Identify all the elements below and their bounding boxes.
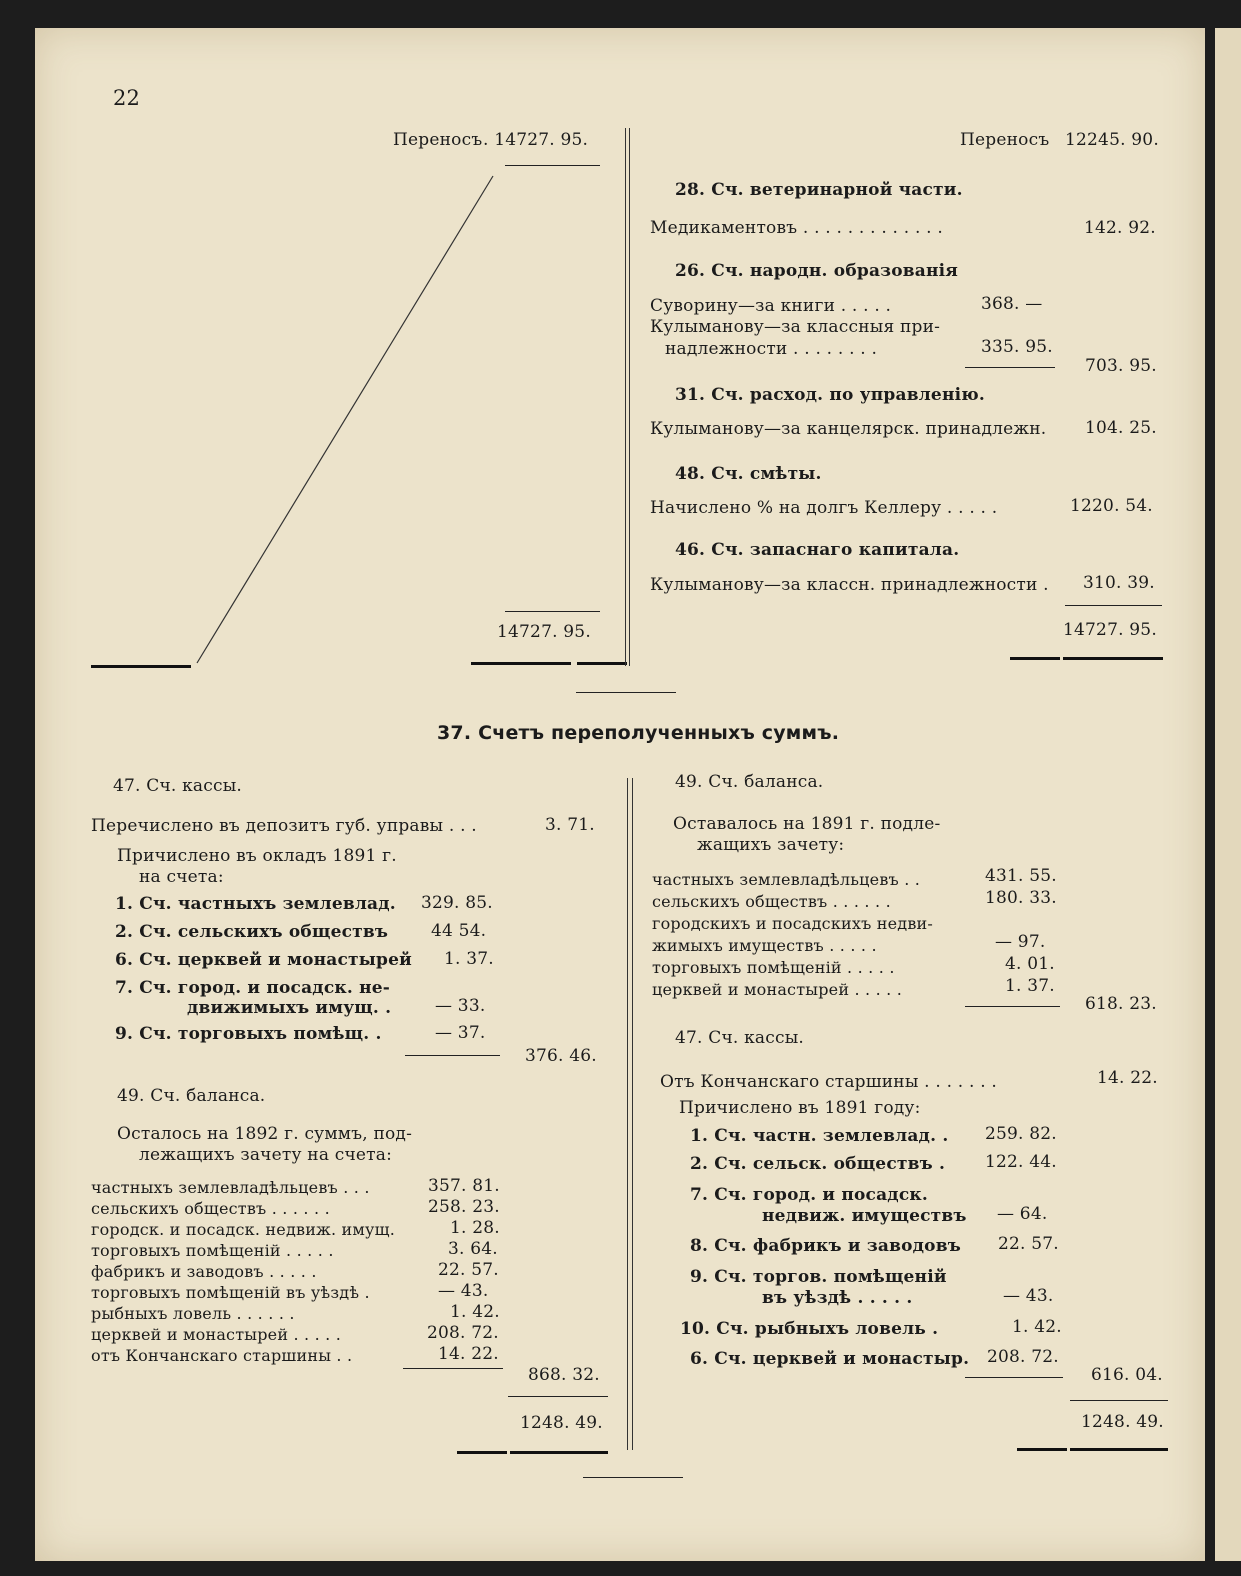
left-kassa-item-6: 9. Сч. торговыхъ помѣщ. .	[115, 1024, 382, 1044]
right-kassa-line1-amount: 14. 22.	[1097, 1068, 1158, 1088]
right-balans-item-5-sub: 4. 01.	[1005, 954, 1055, 974]
left-kassa-item-1-sub: 329. 85.	[421, 893, 493, 913]
right-kassa-total: 616. 04.	[1091, 1365, 1163, 1385]
left-balans-item-6: торговыхъ помѣщеній въ уѣздѣ .	[91, 1283, 370, 1302]
left-balans-item-3-sub: 1. 28.	[450, 1218, 500, 1238]
right-kassa-item-9-sub: 208. 72.	[987, 1347, 1059, 1367]
left-grand-total: 1248. 49.	[520, 1413, 603, 1433]
right-balans-head: 49. Сч. баланса.	[675, 772, 824, 792]
left-balans-item-4: торговыхъ помѣщеній . . . . .	[91, 1241, 334, 1260]
left-kassa-line1: Перечислено въ депозитъ губ. управы . . .	[91, 816, 477, 836]
right-balans-item-6-sub: 1. 37.	[1005, 976, 1055, 996]
left-grand-rule	[508, 1396, 608, 1397]
right-grand-rule	[1070, 1400, 1168, 1401]
right-kassa-item-8-sub: 1. 42.	[1012, 1317, 1062, 1337]
left-balans-item-7-sub: 1. 42.	[450, 1302, 500, 1322]
left-balans-intro1: Осталось на 1892 г. суммъ, под-	[117, 1124, 413, 1144]
right-balans-intro2: жащихъ зачету:	[697, 835, 845, 855]
right-kassa-item-5-sub: 22. 57.	[998, 1234, 1059, 1254]
right-balans-item-4-sub: — 97.	[995, 932, 1046, 952]
right-balans-item-1: частныхъ землевладѣльцевъ . .	[652, 870, 921, 889]
account-title: 37. Счетъ переполученныхъ суммъ.	[437, 722, 840, 744]
left-balans-item-4-sub: 3. 64.	[448, 1239, 498, 1259]
section-edu-line-1: Суворину—за книги . . . . .	[650, 296, 892, 316]
right-kassa-item-2-sub: 122. 44.	[985, 1152, 1057, 1172]
left-balans-item-3: городск. и посадск. недвиж. имущ.	[91, 1220, 396, 1239]
right-balans-item-4: жимыхъ имуществъ . . . . .	[652, 936, 877, 955]
right-balans-total: 618. 23.	[1085, 994, 1157, 1014]
bottom-divider-2	[632, 778, 633, 1450]
left-kassa-item-3: 6. Сч. церквей и монастырей	[115, 950, 412, 970]
left-balans-item-1-sub: 357. 81.	[428, 1176, 500, 1196]
right-kassa-item-9: 6. Сч. церквей и монастыр.	[690, 1349, 970, 1369]
left-balans-item-8-sub: 208. 72.	[427, 1323, 499, 1343]
section-vet-line: Медикаментовъ . . . . . . . . . . . . .	[650, 218, 943, 238]
left-kassa-rule	[405, 1055, 500, 1056]
right-balans-item-5: торговыхъ помѣщеній . . . . .	[652, 958, 895, 977]
right-double-rule-2	[1063, 657, 1163, 660]
right-balans-item-2: сельскихъ обществъ . . . . . .	[652, 892, 891, 911]
left-balans-item-9: отъ Кончанскаго старшины . .	[91, 1346, 353, 1365]
left-balans-item-2: сельскихъ обществъ . . . . . .	[91, 1199, 330, 1218]
left-kassa-line1-amount: 3. 71.	[545, 815, 595, 835]
right-kassa-line1: Отъ Кончанскаго старшины . . . . . . .	[660, 1072, 998, 1092]
right-kassa-item-7-sub: — 43.	[1003, 1286, 1054, 1306]
section-reserve-head: 46. Сч. запаснаго капитала.	[675, 540, 960, 560]
left-double-rule-3	[577, 662, 627, 665]
left-balans-total: 868. 32.	[528, 1365, 600, 1385]
right-kassa-item-3: 7. Сч. город. и посадск.	[690, 1185, 928, 1205]
left-balans-item-1: частныхъ землевладѣльцевъ . . .	[91, 1178, 370, 1197]
ledger-page	[35, 28, 1205, 1561]
right-kassa-item-8: 10. Сч. рыбныхъ ловель .	[680, 1319, 939, 1339]
cancel-diagonal-line	[185, 168, 505, 668]
right-kassa-head: 47. Сч. кассы.	[675, 1028, 805, 1048]
left-kassa-item-1: 1. Сч. частныхъ землевлад.	[115, 894, 396, 914]
next-page-edge	[1215, 28, 1241, 1561]
left-kassa-intro1: Причислено въ окладъ 1891 г.	[117, 846, 397, 866]
page-number: 22	[113, 86, 141, 110]
top-divider	[625, 128, 626, 666]
section-estimate-line: Начислено % на долгъ Келлеру . . . . .	[650, 498, 998, 518]
left-final-rule-1	[457, 1451, 507, 1454]
top-divider-2	[629, 128, 630, 666]
left-carry-value: . 14727. 95.	[483, 130, 589, 150]
left-kassa-item-5: движимыхъ имущ. .	[187, 998, 392, 1018]
left-balans-item-9-sub: 14. 22.	[438, 1344, 499, 1364]
right-balans-item-1-sub: 431. 55.	[985, 866, 1057, 886]
right-kassa-item-4: недвиж. имуществъ	[762, 1206, 967, 1226]
section-edu-rule	[965, 367, 1055, 368]
right-balans-rule	[965, 1006, 1060, 1007]
section-edu-line-2: Кулыманову—за классныя при-	[650, 317, 941, 337]
right-kassa-item-4-sub: — 64.	[997, 1204, 1048, 1224]
left-kassa-item-2: 2. Сч. сельскихъ обществъ	[115, 922, 389, 942]
right-balans-item-6: церквей и монастырей . . . . .	[652, 980, 903, 999]
section-vet-head: 28. Сч. ветеринарной части.	[675, 180, 963, 200]
right-kassa-item-7: въ уѣздѣ . . . . .	[762, 1288, 913, 1308]
right-grand-total: 1248. 49.	[1081, 1412, 1164, 1432]
left-kassa-total: 376. 46.	[525, 1046, 597, 1066]
left-kassa-item-4: 7. Сч. город. и посадск. не-	[115, 978, 391, 998]
left-balans-intro2: лежащихъ зачету на счета:	[139, 1145, 393, 1165]
right-kassa-item-5: 8. Сч. фабрикъ и заводовъ	[690, 1236, 961, 1256]
right-double-rule-1	[1010, 657, 1060, 660]
left-kassa-intro2: на счета:	[139, 867, 224, 887]
right-balans-item-3: городскихъ и посадскихъ недви-	[652, 914, 934, 933]
left-sum-rule	[505, 611, 600, 612]
section-vet-amount: 142. 92.	[1084, 218, 1156, 238]
left-balans-item-7: рыбныхъ ловель . . . . . .	[91, 1304, 295, 1323]
right-kassa-item-6: 9. Сч. торгов. помѣщеній	[690, 1267, 947, 1287]
section-reserve-line: Кулыманову—за классн. принадлежности .	[650, 575, 1049, 595]
right-final-rule-2	[1070, 1448, 1168, 1451]
section-edu-sub-1: 368. —	[981, 294, 1043, 314]
left-balans-rule	[403, 1368, 503, 1369]
title-separator	[576, 692, 676, 693]
left-kassa-item-3-sub: 1. 37.	[444, 949, 494, 969]
right-balans-intro1: Оставалось на 1891 г. подле-	[673, 814, 941, 834]
left-kassa-item-2-sub: 44 54.	[431, 921, 487, 941]
left-carry-rule	[505, 165, 600, 166]
left-balans-item-8: церквей и монастырей . . . . .	[91, 1325, 342, 1344]
right-sum-rule	[1065, 605, 1162, 606]
section-estimate-amount: 1220. 54.	[1070, 496, 1153, 516]
left-balans-item-6-sub: — 43.	[438, 1281, 489, 1301]
right-final-rule-1	[1017, 1448, 1067, 1451]
left-balans-item-5-sub: 22. 57.	[438, 1260, 499, 1280]
left-kassa-head: 47. Сч. кассы.	[113, 776, 243, 796]
left-kassa-item-5-sub: — 33.	[435, 996, 486, 1016]
right-kassa-item-1-sub: 259. 82.	[985, 1124, 1057, 1144]
right-carry-label: Переносъ	[960, 130, 1050, 150]
right-kassa-item-2: 2. Сч. сельск. обществъ .	[690, 1154, 946, 1174]
section-estimate-head: 48. Сч. смѣты.	[675, 464, 822, 484]
section-edu-head: 26. Сч. народн. образованія	[675, 261, 959, 281]
right-kassa-intro: Причислено въ 1891 году:	[679, 1098, 921, 1118]
left-balans-head: 49. Сч. баланса.	[117, 1086, 266, 1106]
left-double-rule-1	[91, 665, 191, 668]
left-double-rule-2	[471, 662, 571, 665]
left-balans-item-2-sub: 258. 23.	[428, 1197, 500, 1217]
footer-rule	[583, 1477, 683, 1478]
left-final-rule-2	[510, 1451, 608, 1454]
right-kassa-rule	[965, 1377, 1063, 1378]
section-edu-sub-2: 335. 95.	[981, 337, 1053, 357]
left-top-total: 14727. 95.	[497, 622, 591, 642]
right-balans-item-2-sub: 180. 33.	[985, 888, 1057, 908]
section-edu-line-3: надлежности . . . . . . . .	[665, 339, 878, 359]
section-admin-amount: 104. 25.	[1085, 418, 1157, 438]
section-edu-total: 703. 95.	[1085, 356, 1157, 376]
right-carry-value: 12245. 90.	[1065, 130, 1159, 150]
bottom-divider	[627, 778, 628, 1450]
left-kassa-item-6-sub: — 37.	[435, 1023, 486, 1043]
section-reserve-amount: 310. 39.	[1083, 573, 1155, 593]
left-carry-label: Переносъ	[393, 130, 483, 150]
right-kassa-item-1: 1. Сч. частн. землевлад. .	[690, 1126, 949, 1146]
section-admin-head: 31. Сч. расход. по управленію.	[675, 385, 985, 405]
section-admin-line: Кулыманову—за канцелярск. принадлежн.	[650, 419, 1047, 439]
right-top-total: 14727. 95.	[1063, 620, 1157, 640]
left-balans-item-5: фабрикъ и заводовъ . . . . .	[91, 1262, 317, 1281]
